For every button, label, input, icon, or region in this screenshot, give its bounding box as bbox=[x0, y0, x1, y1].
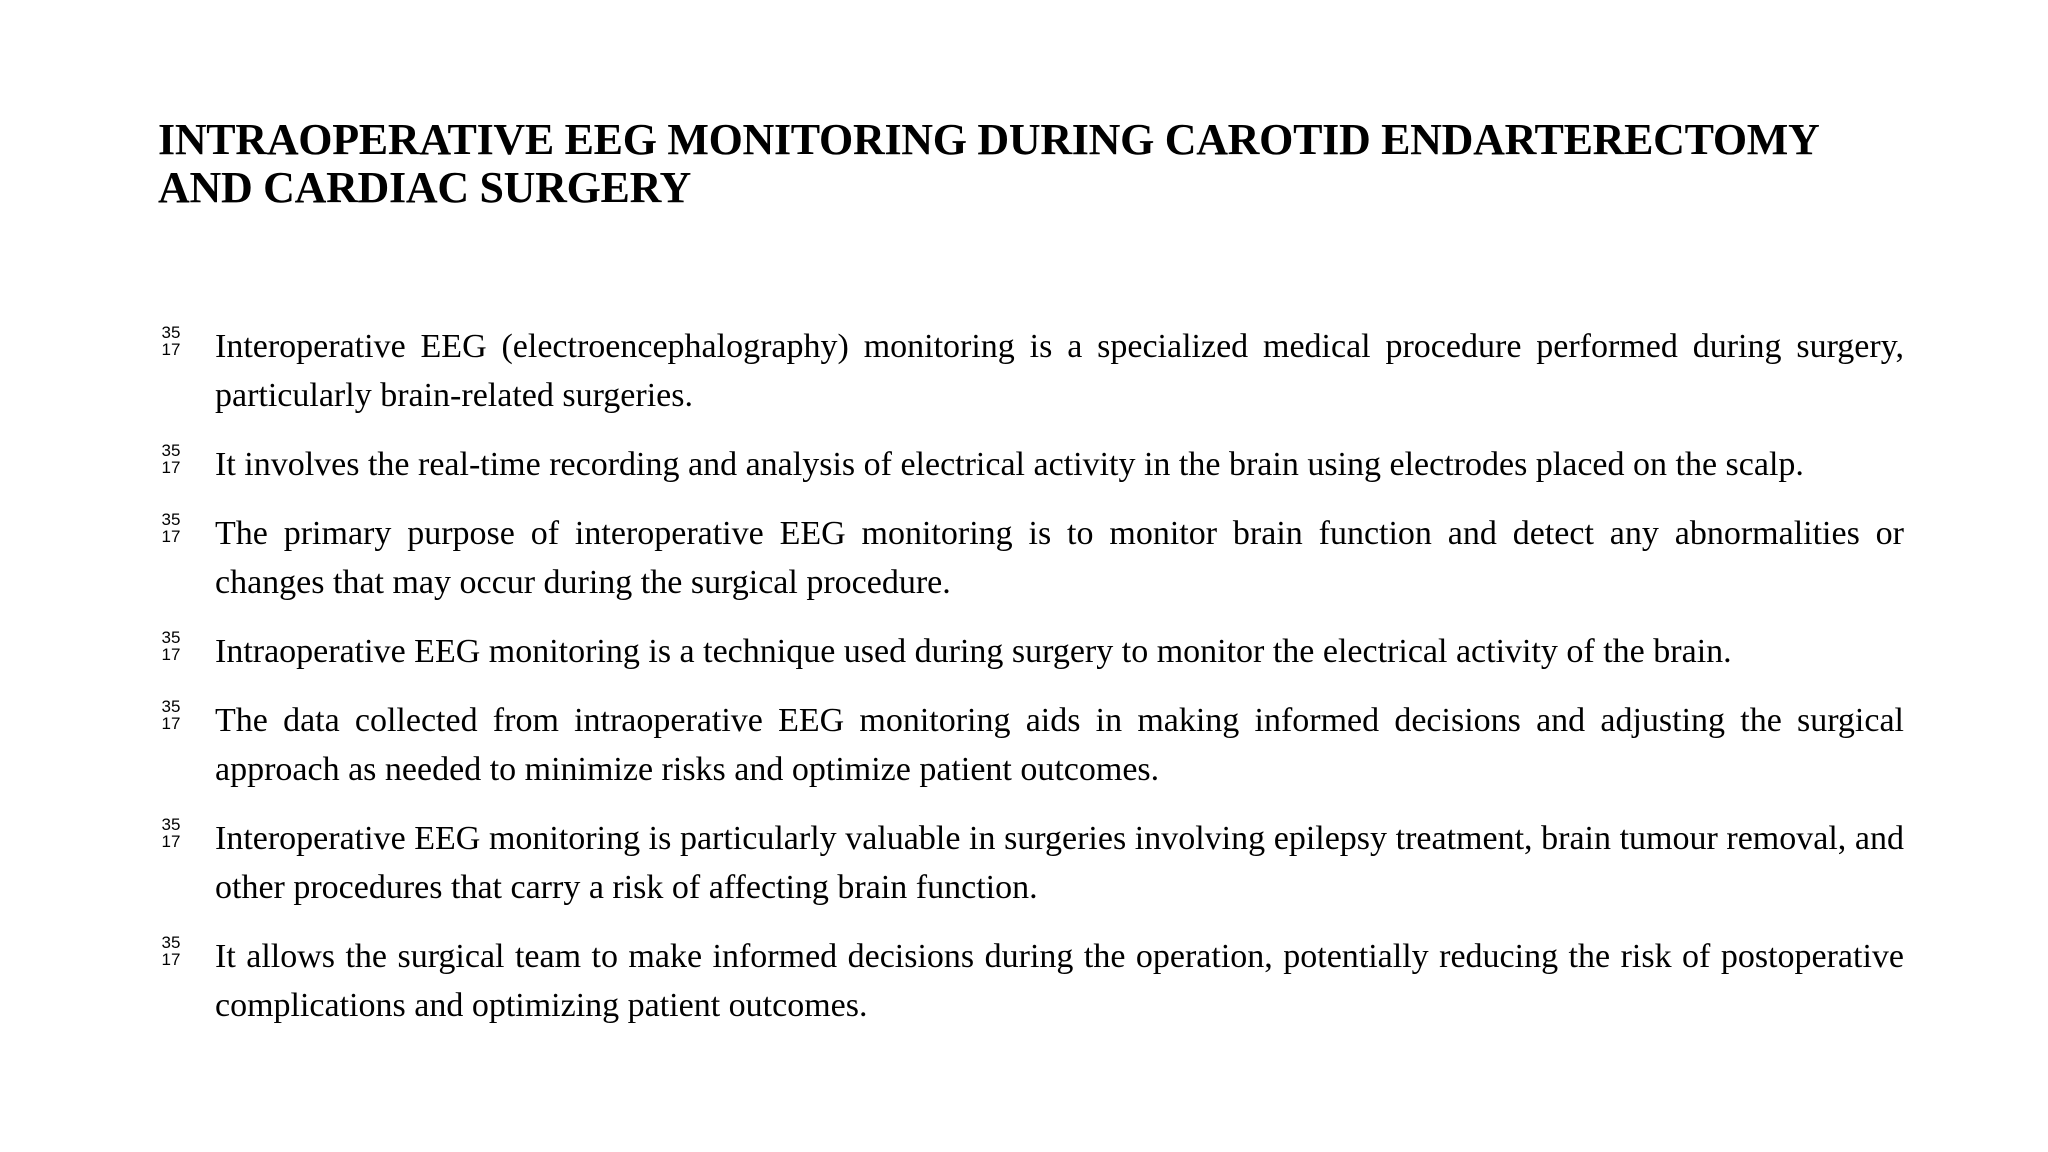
bullet-marker-bottom: 17 bbox=[161, 645, 181, 664]
bullet-marker-top: 35 bbox=[161, 510, 181, 529]
bullet-item bbox=[158, 696, 1904, 794]
bullet-item bbox=[158, 440, 1904, 489]
bullet-text: Interoperative EEG (electroencephalography) monitoring is a specialized medical procedure performed during surgery, particularly brain-related surgeries. bbox=[215, 328, 1904, 414]
bullet-marker-top: 35 bbox=[161, 628, 181, 647]
bullet-marker-icon bbox=[158, 934, 184, 968]
bullet-marker-top: 35 bbox=[161, 323, 181, 342]
bullet-marker-top: 35 bbox=[161, 697, 181, 716]
bullet-item bbox=[158, 814, 1904, 912]
bullet-marker-bottom: 17 bbox=[161, 714, 181, 733]
bullet-marker-icon bbox=[158, 629, 184, 663]
bullet-item bbox=[158, 322, 1904, 420]
bullet-marker-bottom: 17 bbox=[161, 832, 181, 851]
bullet-text: It allows the surgical team to make informed decisions during the operation, potentially reducing the risk of postoperative complications and optimizing patient outcomes. bbox=[215, 938, 1904, 1024]
bullet-marker-bottom: 17 bbox=[161, 340, 181, 359]
bullet-marker-bottom: 17 bbox=[161, 527, 181, 546]
bullet-text: Interoperative EEG monitoring is particularly valuable in surgeries involving epilepsy treatment, brain tumour removal, and other procedures that carry a risk of affecting brain function. bbox=[215, 820, 1904, 906]
bullet-text: The data collected from intraoperative EEG monitoring aids in making informed decisions and adjusting the surgical approach as needed to minimize risks and optimize patient outcomes. bbox=[215, 702, 1904, 788]
slide-title: INTRAOPERATIVE EEG MONITORING DURING CAROTID ENDARTERECTOMY AND CARDIAC SURGERY bbox=[158, 115, 1818, 212]
bullet-text: The primary purpose of interoperative EEG monitoring is to monitor brain function and detect any abnormalities or changes that may occur during the surgical procedure. bbox=[215, 515, 1904, 601]
bullet-marker-icon bbox=[158, 442, 184, 476]
bullet-list bbox=[158, 322, 1904, 1050]
bullet-marker-bottom: 17 bbox=[161, 458, 181, 477]
bullet-text: Intraoperative EEG monitoring is a technique used during surgery to monitor the electrical activity of the brain. bbox=[215, 633, 1732, 670]
bullet-item bbox=[158, 627, 1904, 676]
bullet-marker-icon bbox=[158, 698, 184, 732]
bullet-marker-bottom: 17 bbox=[161, 950, 181, 969]
bullet-marker-top: 35 bbox=[161, 441, 181, 460]
bullet-item bbox=[158, 932, 1904, 1030]
bullet-item bbox=[158, 509, 1904, 607]
bullet-marker-top: 35 bbox=[161, 815, 181, 834]
bullet-marker-icon bbox=[158, 324, 184, 358]
bullet-marker-icon bbox=[158, 816, 184, 850]
bullet-marker-top: 35 bbox=[161, 933, 181, 952]
bullet-text: It involves the real-time recording and analysis of electrical activity in the brain using electrodes placed on the scalp. bbox=[215, 446, 1804, 483]
bullet-marker-icon bbox=[158, 511, 184, 545]
